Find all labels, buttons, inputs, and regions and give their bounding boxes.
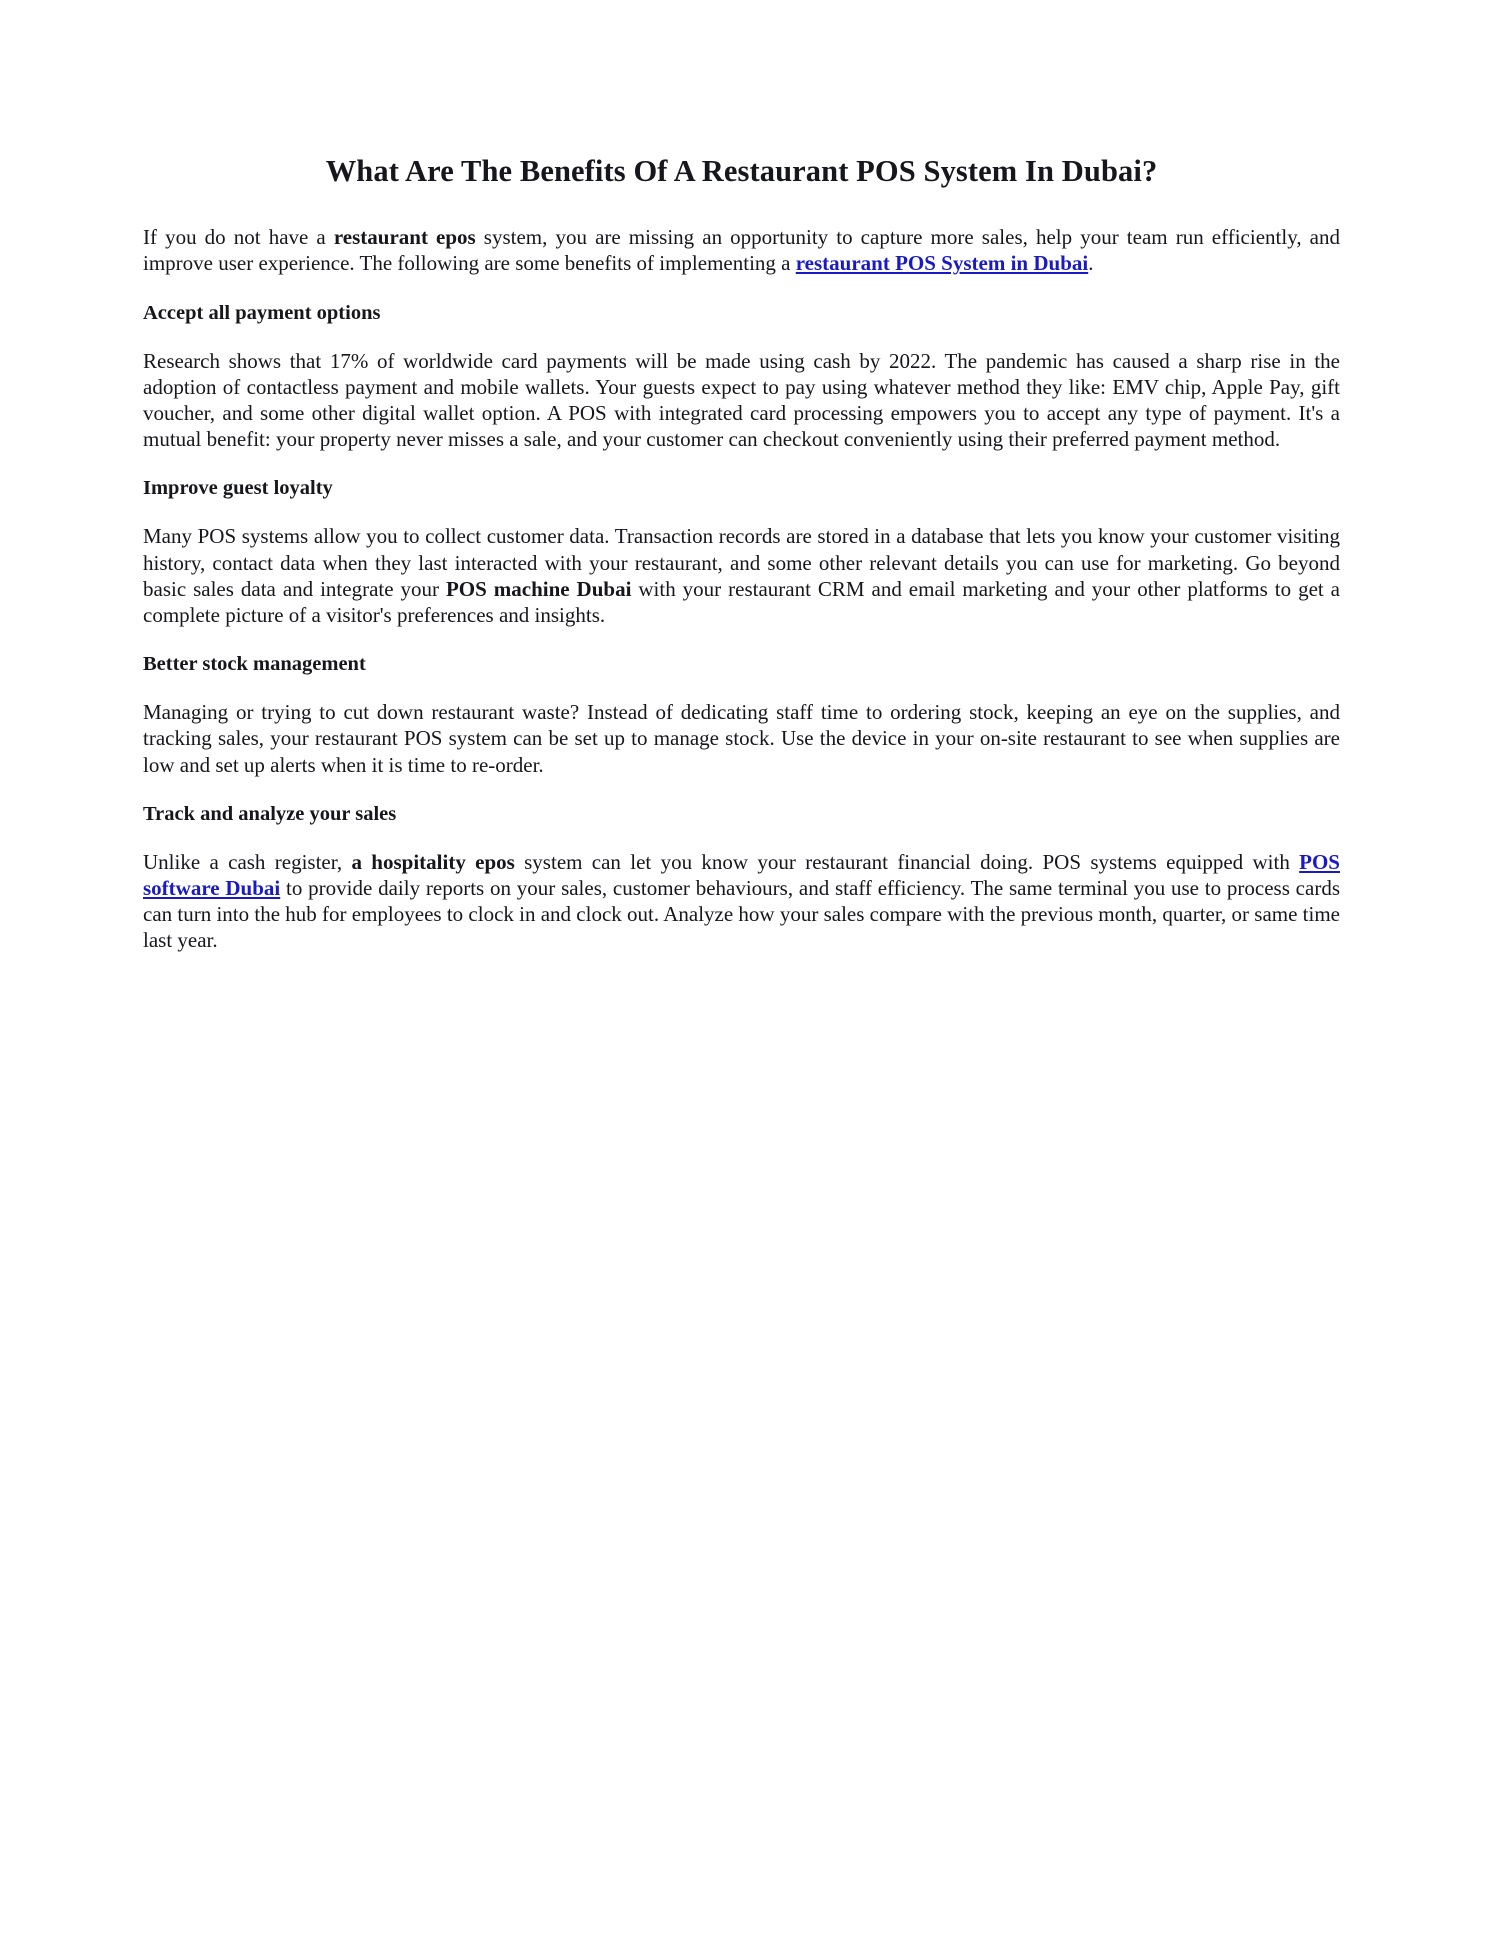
section-body-track-and-analyze-your-sales [143, 849, 1340, 954]
intro-text-end: . [1088, 251, 1094, 276]
section-heading-accept-all-payment-options: Accept all payment options [143, 301, 381, 324]
intro-text-middle: system, you are missing an opportunity to capture more sales, help your team run efficiently, and improve user experience. The following are some benefits of implementing a [143, 225, 1340, 276]
section-heading-better-stock-management: Better stock management [143, 653, 366, 676]
loyalty-text-lead: Many POS systems allow you to collect customer data. Transaction records are stored in a database that lets you know your customer visiting history, contact data when they last interacted with your restaurant, and some other relevant details you can use for marketing. Go beyond basic sales data and integrate your [143, 524, 1340, 601]
track-text-end: to provide daily reports on your sales, customer behaviours, and staff efficiency. The same terminal you use to process cards can turn into the hub for employees to clock in and clock out. Analyze how your sales compare with the previous month, quarter, or same time last year. [143, 875, 1340, 953]
intro-paragraph [143, 224, 1340, 276]
section-body-improve-guest-loyalty [143, 523, 1340, 628]
section-heading-improve-guest-loyalty: Improve guest loyalty [143, 477, 333, 500]
link-restaurant-pos-system-in-dubai[interactable]: restaurant POS System in Dubai [795, 251, 1089, 276]
track-bold-a-hospitality-epos: a hospitality epos [351, 849, 515, 874]
section-heading-track-and-analyze-your-sales: Track and analyze your sales [143, 802, 397, 825]
intro-text-lead: If you do not have a [143, 225, 334, 250]
track-text-lead: Unlike a cash register, [143, 849, 352, 874]
loyalty-text-end: with your restaurant CRM and email marketing and your other platforms to get a complete picture of a visitor's preferences and insights. [143, 576, 1340, 627]
section-body-accept-all-payment-options: Research shows that 17% of worldwide card payments will be made using cash by 2022. The pandemic has caused a sharp rise in the adoption of contactless payment and mobile wallets. Your guests expect to pay using whatever method they like: EMV chip, Apple Pay, gift voucher, and some other digital wallet option. A POS with integrated card processing empowers you to accept any type of payment. It's a mutual benefit: your property never misses a sale, and your customer can checkout conveniently using their preferred payment method. [143, 348, 1340, 452]
intro-bold-restaurant-epos: restaurant epos [333, 225, 476, 250]
track-text-middle: system can let you know your restaurant financial doing. POS systems equipped with [514, 849, 1300, 874]
loyalty-bold-pos-machine-dubai: POS machine Dubai [445, 576, 632, 601]
link-pos-software-dubai[interactable]: POS software Dubai [143, 849, 1340, 900]
section-body-better-stock-management: Managing or trying to cut down restaurant waste? Instead of dedicating staff time to ordering stock, keeping an eye on the supplies, and tracking sales, your restaurant POS system can be set up to manage stock. Use the device in your on-site restaurant to see when supplies are low and set up alerts when it is time to re-order. [143, 700, 1340, 777]
page-title: What Are The Benefits Of A Restaurant POS System In Dubai? [325, 154, 1158, 188]
